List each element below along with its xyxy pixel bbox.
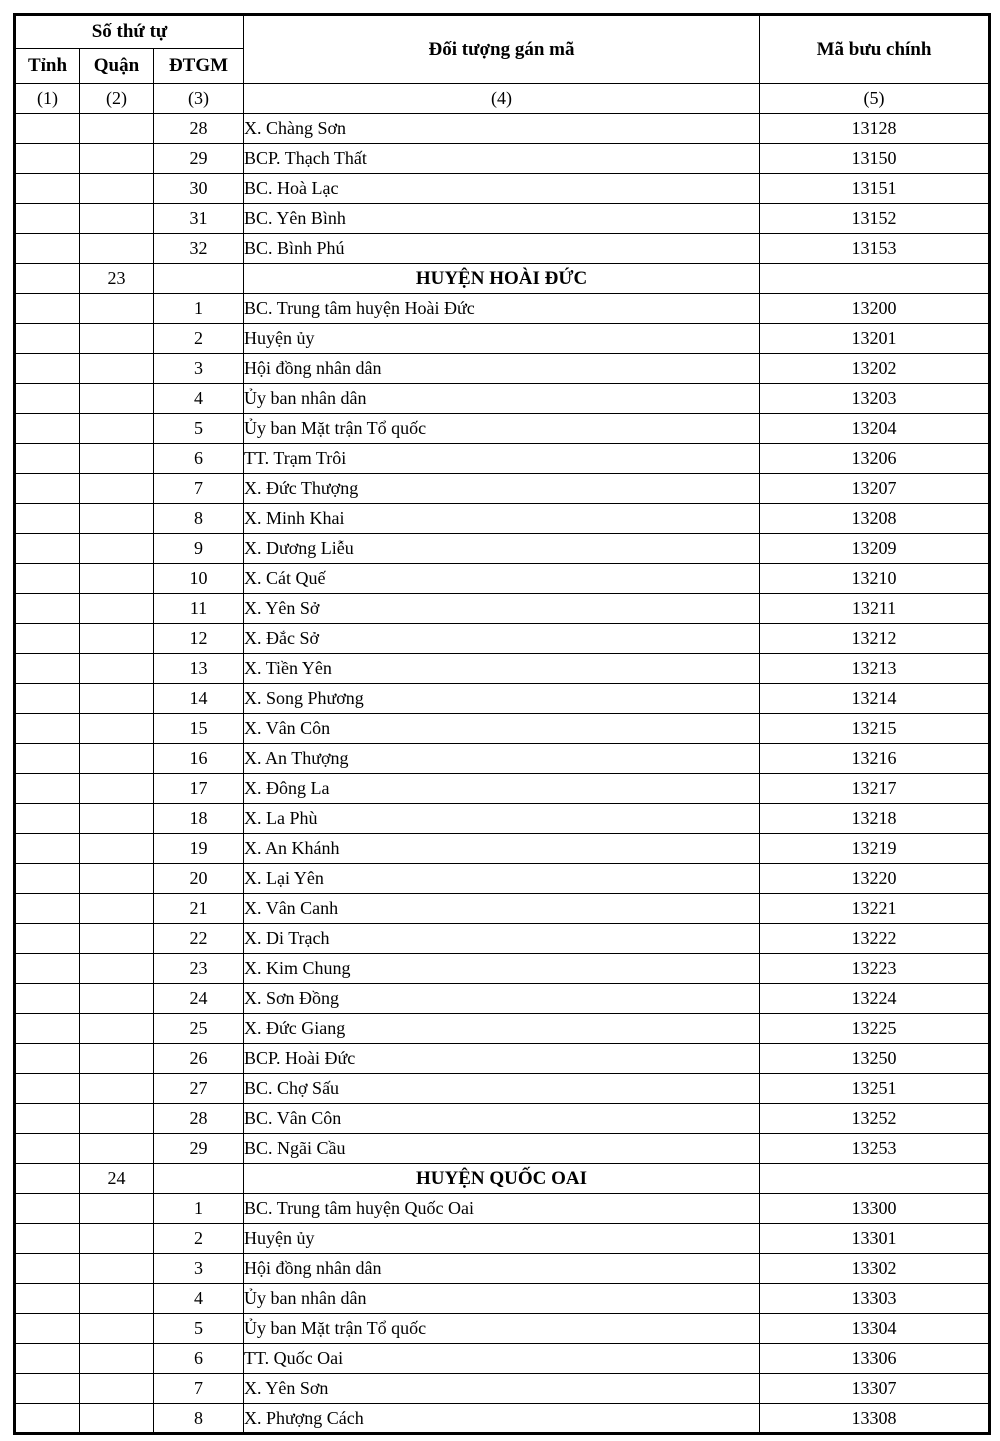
cell-postcode: 13203 (760, 384, 990, 414)
table-row (15, 834, 990, 864)
cell-tinh (15, 834, 80, 864)
table-row (15, 204, 990, 234)
cell-tinh (15, 144, 80, 174)
cell-postcode: 13153 (760, 234, 990, 264)
cell-quan (80, 504, 154, 534)
table-row (15, 594, 990, 624)
cell-dtgm: 23 (154, 954, 244, 984)
header-group-row (15, 15, 990, 49)
table-row (15, 324, 990, 354)
postal-code-table (13, 13, 991, 1435)
cell-quan (80, 174, 154, 204)
cell-object-name: X. Vân Canh (244, 894, 760, 924)
cell-postcode: 13307 (760, 1374, 990, 1404)
table-row (15, 1104, 990, 1134)
cell-tinh (15, 564, 80, 594)
cell-postcode: 13204 (760, 414, 990, 444)
cell-postcode: 13304 (760, 1314, 990, 1344)
cell-postcode: 13252 (760, 1104, 990, 1134)
cell-dtgm: 28 (154, 1104, 244, 1134)
cell-object-name: Huyện ủy (244, 324, 760, 354)
cell-postcode: 13308 (760, 1404, 990, 1434)
cell-postcode: 13210 (760, 564, 990, 594)
column-number-3: (3) (154, 84, 244, 114)
cell-quan (80, 384, 154, 414)
cell-object-name: Ủy ban Mặt trận Tổ quốc (244, 1314, 760, 1344)
cell-object-name: BC. Ngãi Cầu (244, 1134, 760, 1164)
cell-tinh (15, 714, 80, 744)
cell-quan (80, 714, 154, 744)
cell-dtgm: 7 (154, 474, 244, 504)
cell-object-name: X. Dương Liễu (244, 534, 760, 564)
header-so-thu-tu: Số thứ tự (15, 15, 244, 49)
cell-object-name: Ủy ban nhân dân (244, 1284, 760, 1314)
cell-quan (80, 534, 154, 564)
cell-dtgm: 2 (154, 1224, 244, 1254)
table-row (15, 414, 990, 444)
cell-dtgm: 31 (154, 204, 244, 234)
table-row (15, 954, 990, 984)
cell-quan (80, 1344, 154, 1374)
cell-tinh (15, 324, 80, 354)
cell-quan (80, 1104, 154, 1134)
cell-postcode: 13301 (760, 1224, 990, 1254)
cell-object-name: Ủy ban nhân dân (244, 384, 760, 414)
table-row (15, 864, 990, 894)
cell-dtgm: 4 (154, 1284, 244, 1314)
cell-dtgm: 14 (154, 684, 244, 714)
cell-tinh (15, 984, 80, 1014)
cell-tinh (15, 1044, 80, 1074)
cell-quan (80, 1374, 154, 1404)
cell-quan (80, 1404, 154, 1434)
cell-object-name: Huyện ủy (244, 1224, 760, 1254)
cell-object-name: BC. Yên Bình (244, 204, 760, 234)
cell-postcode: 13303 (760, 1284, 990, 1314)
cell-postcode: 13218 (760, 804, 990, 834)
cell-tinh (15, 1164, 80, 1194)
cell-dtgm: 8 (154, 1404, 244, 1434)
cell-dtgm: 22 (154, 924, 244, 954)
cell-postcode: 13200 (760, 294, 990, 324)
cell-dtgm: 29 (154, 144, 244, 174)
cell-quan (80, 294, 154, 324)
cell-tinh (15, 924, 80, 954)
cell-quan (80, 834, 154, 864)
cell-quan (80, 564, 154, 594)
cell-object-name: X. Cát Quế (244, 564, 760, 594)
table-row (15, 1224, 990, 1254)
cell-dtgm: 5 (154, 414, 244, 444)
cell-tinh (15, 414, 80, 444)
cell-dtgm: 32 (154, 234, 244, 264)
cell-object-name: X. Chàng Sơn (244, 114, 760, 144)
cell-tinh (15, 1254, 80, 1284)
cell-dtgm: 12 (154, 624, 244, 654)
cell-quan (80, 594, 154, 624)
cell-object-name: X. Kim Chung (244, 954, 760, 984)
cell-object-name: BCP. Hoài Đức (244, 1044, 760, 1074)
cell-quan (80, 1314, 154, 1344)
cell-section-title: HUYỆN QUỐC OAI (244, 1164, 760, 1194)
cell-quan (80, 354, 154, 384)
table-row (15, 774, 990, 804)
cell-dtgm: 24 (154, 984, 244, 1014)
cell-postcode: 13202 (760, 354, 990, 384)
cell-dtgm (154, 1164, 244, 1194)
table-row (15, 1044, 990, 1074)
header-doi-tuong-gan-ma: Đối tượng gán mã (244, 15, 760, 84)
cell-object-name: BC. Trung tâm huyện Hoài Đức (244, 294, 760, 324)
cell-dtgm: 3 (154, 354, 244, 384)
cell-object-name: BC. Vân Côn (244, 1104, 760, 1134)
cell-postcode: 13209 (760, 534, 990, 564)
cell-postcode: 13220 (760, 864, 990, 894)
cell-object-name: X. Yên Sơn (244, 1374, 760, 1404)
table-row (15, 144, 990, 174)
table-row (15, 984, 990, 1014)
cell-postcode: 13213 (760, 654, 990, 684)
column-number-4: (4) (244, 84, 760, 114)
cell-object-name: BC. Trung tâm huyện Quốc Oai (244, 1194, 760, 1224)
cell-tinh (15, 264, 80, 294)
cell-postcode: 13221 (760, 894, 990, 924)
cell-postcode: 13206 (760, 444, 990, 474)
cell-dtgm: 20 (154, 864, 244, 894)
cell-quan: 23 (80, 264, 154, 294)
table-row (15, 114, 990, 144)
cell-object-name: X. Song Phương (244, 684, 760, 714)
cell-object-name: X. Minh Khai (244, 504, 760, 534)
table-row (15, 384, 990, 414)
cell-object-name: BC. Chợ Sấu (244, 1074, 760, 1104)
cell-dtgm: 15 (154, 714, 244, 744)
cell-tinh (15, 1284, 80, 1314)
cell-object-name: TT. Quốc Oai (244, 1344, 760, 1374)
cell-quan (80, 1254, 154, 1284)
cell-tinh (15, 1404, 80, 1434)
table-row (15, 1014, 990, 1044)
cell-dtgm: 3 (154, 1254, 244, 1284)
section-row (15, 264, 990, 294)
cell-object-name: X. La Phù (244, 804, 760, 834)
table-row (15, 744, 990, 774)
cell-quan (80, 1044, 154, 1074)
cell-tinh (15, 294, 80, 324)
cell-postcode: 13306 (760, 1344, 990, 1374)
cell-quan (80, 234, 154, 264)
cell-postcode: 13207 (760, 474, 990, 504)
cell-quan (80, 114, 154, 144)
cell-object-name: BC. Bình Phú (244, 234, 760, 264)
cell-dtgm: 30 (154, 174, 244, 204)
cell-dtgm: 6 (154, 444, 244, 474)
cell-tinh (15, 174, 80, 204)
cell-object-name: X. Yên Sở (244, 594, 760, 624)
cell-dtgm: 27 (154, 1074, 244, 1104)
table-row (15, 894, 990, 924)
cell-postcode: 13224 (760, 984, 990, 1014)
cell-dtgm: 9 (154, 534, 244, 564)
cell-tinh (15, 594, 80, 624)
cell-postcode: 13152 (760, 204, 990, 234)
cell-postcode: 13225 (760, 1014, 990, 1044)
cell-tinh (15, 474, 80, 504)
table-row (15, 654, 990, 684)
cell-tinh (15, 654, 80, 684)
cell-postcode: 13128 (760, 114, 990, 144)
cell-dtgm: 1 (154, 294, 244, 324)
cell-object-name: X. Tiền Yên (244, 654, 760, 684)
cell-tinh (15, 204, 80, 234)
cell-postcode: 13201 (760, 324, 990, 354)
table-row (15, 1344, 990, 1374)
cell-quan (80, 1284, 154, 1314)
cell-postcode: 13217 (760, 774, 990, 804)
cell-quan (80, 1194, 154, 1224)
cell-dtgm: 11 (154, 594, 244, 624)
cell-dtgm: 13 (154, 654, 244, 684)
cell-quan (80, 804, 154, 834)
cell-postcode (760, 264, 990, 294)
cell-dtgm: 4 (154, 384, 244, 414)
header-quan: Quận (80, 49, 154, 84)
section-row (15, 1164, 990, 1194)
cell-dtgm: 10 (154, 564, 244, 594)
cell-postcode: 13208 (760, 504, 990, 534)
header-ma-buu-chinh: Mã bưu chính (760, 15, 990, 84)
cell-object-name: X. Di Trạch (244, 924, 760, 954)
cell-tinh (15, 744, 80, 774)
table-row (15, 174, 990, 204)
table-row (15, 474, 990, 504)
cell-postcode: 13211 (760, 594, 990, 624)
header-dtgm: ĐTGM (154, 49, 244, 84)
cell-quan (80, 654, 154, 684)
table-row (15, 804, 990, 834)
table-row (15, 1074, 990, 1104)
cell-postcode: 13222 (760, 924, 990, 954)
cell-dtgm: 29 (154, 1134, 244, 1164)
cell-object-name: Hội đồng nhân dân (244, 354, 760, 384)
cell-section-title: HUYỆN HOÀI ĐỨC (244, 264, 760, 294)
cell-postcode: 13300 (760, 1194, 990, 1224)
cell-dtgm: 18 (154, 804, 244, 834)
cell-dtgm: 16 (154, 744, 244, 774)
cell-quan (80, 1014, 154, 1044)
table-body (15, 114, 990, 1434)
cell-quan (80, 744, 154, 774)
cell-dtgm: 26 (154, 1044, 244, 1074)
cell-quan (80, 444, 154, 474)
cell-postcode: 13250 (760, 1044, 990, 1074)
column-number-1: (1) (15, 84, 80, 114)
cell-dtgm: 21 (154, 894, 244, 924)
table-row (15, 294, 990, 324)
cell-tinh (15, 1314, 80, 1344)
cell-tinh (15, 1374, 80, 1404)
cell-object-name: X. Lại Yên (244, 864, 760, 894)
cell-object-name: X. Đông La (244, 774, 760, 804)
cell-object-name: X. Phượng Cách (244, 1404, 760, 1434)
cell-object-name: TT. Trạm Trôi (244, 444, 760, 474)
column-number-2: (2) (80, 84, 154, 114)
cell-tinh (15, 1224, 80, 1254)
cell-quan (80, 624, 154, 654)
cell-object-name: X. Vân Côn (244, 714, 760, 744)
cell-dtgm: 8 (154, 504, 244, 534)
table-row (15, 924, 990, 954)
cell-dtgm: 5 (154, 1314, 244, 1344)
table-row (15, 444, 990, 474)
table-row (15, 684, 990, 714)
cell-dtgm (154, 264, 244, 294)
cell-tinh (15, 534, 80, 564)
cell-tinh (15, 1014, 80, 1044)
cell-tinh (15, 864, 80, 894)
table-row (15, 1284, 990, 1314)
cell-quan: 24 (80, 1164, 154, 1194)
cell-quan (80, 1224, 154, 1254)
cell-object-name: Ủy ban Mặt trận Tổ quốc (244, 414, 760, 444)
cell-quan (80, 954, 154, 984)
cell-object-name: X. Đắc Sở (244, 624, 760, 654)
cell-postcode: 13219 (760, 834, 990, 864)
table-row (15, 504, 990, 534)
cell-postcode (760, 1164, 990, 1194)
cell-quan (80, 1074, 154, 1104)
cell-dtgm: 2 (154, 324, 244, 354)
cell-tinh (15, 684, 80, 714)
cell-dtgm: 25 (154, 1014, 244, 1044)
cell-object-name: Hội đồng nhân dân (244, 1254, 760, 1284)
cell-quan (80, 894, 154, 924)
table-row (15, 564, 990, 594)
cell-quan (80, 984, 154, 1014)
cell-dtgm: 19 (154, 834, 244, 864)
cell-object-name: X. An Khánh (244, 834, 760, 864)
cell-dtgm: 6 (154, 1344, 244, 1374)
cell-object-name: X. Đức Giang (244, 1014, 760, 1044)
cell-tinh (15, 504, 80, 534)
cell-quan (80, 204, 154, 234)
cell-quan (80, 144, 154, 174)
cell-postcode: 13151 (760, 174, 990, 204)
table-row (15, 1254, 990, 1284)
cell-tinh (15, 954, 80, 984)
table-row (15, 1314, 990, 1344)
cell-tinh (15, 1074, 80, 1104)
table-row (15, 714, 990, 744)
cell-quan (80, 1134, 154, 1164)
table-row (15, 354, 990, 384)
cell-quan (80, 924, 154, 954)
cell-postcode: 13253 (760, 1134, 990, 1164)
header-column-numbers-row (15, 84, 990, 114)
cell-tinh (15, 894, 80, 924)
cell-postcode: 13214 (760, 684, 990, 714)
cell-postcode: 13302 (760, 1254, 990, 1284)
cell-tinh (15, 774, 80, 804)
column-number-5: (5) (760, 84, 990, 114)
cell-dtgm: 28 (154, 114, 244, 144)
table-row (15, 1374, 990, 1404)
cell-quan (80, 684, 154, 714)
table-row (15, 1134, 990, 1164)
cell-dtgm: 17 (154, 774, 244, 804)
cell-postcode: 13223 (760, 954, 990, 984)
cell-postcode: 13216 (760, 744, 990, 774)
cell-postcode: 13150 (760, 144, 990, 174)
cell-quan (80, 324, 154, 354)
cell-tinh (15, 1194, 80, 1224)
cell-object-name: X. An Thượng (244, 744, 760, 774)
cell-dtgm: 7 (154, 1374, 244, 1404)
cell-tinh (15, 1344, 80, 1374)
cell-quan (80, 864, 154, 894)
cell-tinh (15, 1134, 80, 1164)
table-row (15, 624, 990, 654)
table-row (15, 1194, 990, 1224)
cell-tinh (15, 804, 80, 834)
cell-tinh (15, 1104, 80, 1134)
cell-object-name: BC. Hoà Lạc (244, 174, 760, 204)
table-row (15, 234, 990, 264)
cell-tinh (15, 384, 80, 414)
cell-dtgm: 1 (154, 1194, 244, 1224)
cell-tinh (15, 624, 80, 654)
header-tinh: Tỉnh (15, 49, 80, 84)
cell-quan (80, 474, 154, 504)
cell-postcode: 13251 (760, 1074, 990, 1104)
cell-quan (80, 414, 154, 444)
cell-tinh (15, 234, 80, 264)
table-header (15, 15, 990, 114)
cell-quan (80, 774, 154, 804)
cell-object-name: BCP. Thạch Thất (244, 144, 760, 174)
table-row (15, 1404, 990, 1434)
cell-postcode: 13212 (760, 624, 990, 654)
cell-object-name: X. Đức Thượng (244, 474, 760, 504)
table-row (15, 534, 990, 564)
cell-tinh (15, 114, 80, 144)
cell-tinh (15, 354, 80, 384)
cell-tinh (15, 444, 80, 474)
cell-object-name: X. Sơn Đồng (244, 984, 760, 1014)
cell-postcode: 13215 (760, 714, 990, 744)
